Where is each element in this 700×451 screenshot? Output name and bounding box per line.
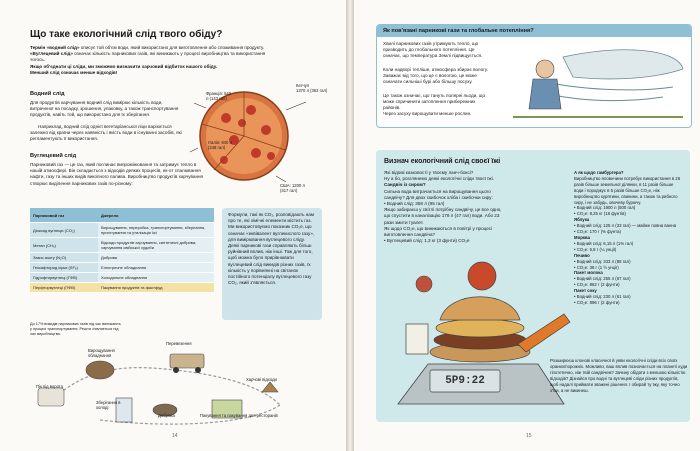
table-row: Перфторвуглеці (ПФВ) Пакування продуктів та фастфуд [30, 283, 214, 293]
intro-text: Термін «водний слід» описує той об'єм води, який використано для виготовлення або споживання продукту. «Вуглецевий слід» означає кількість парникових газів, які виникають у процесі виробництва та використання чогось. Якщо об'єднати ці сліди, ми зможемо визначити харчовий відбиток нашого обіду. Менший слід означає менше відходів! [30, 45, 266, 75]
carbon-paragraph: Парниковий газ — це газ, який поглинає випромінювання та затримує тепло в нашій атмосфері. Він складається з відходів деяких процесів, як-от спалювання нафти, газу та інших видів викопного палива. Виробництво продуктів харчування створює виділення парникових газів по-різному: [30, 162, 204, 186]
left-page [0, 0, 346, 451]
pizza-label-italy: Італія: 940 л (248 гал) [208, 140, 232, 150]
table-row: Закис азоту (N₂O) Добрива [30, 253, 214, 263]
box1-title: Як пов'язані парникові гази та глобальне потепління? [383, 28, 534, 34]
cycle-label-farm: Пік під ворота [36, 384, 64, 389]
food-scale-illustration [388, 254, 572, 418]
cycle-label-cold-storage: Зберігання в холоді [96, 400, 121, 410]
cycle-label-fertilizer: Доброва [158, 413, 175, 418]
formula-box: Формули, такі як CO₂, розповідають нам про те, які хімічні елементи містить газ. Ми використовуємо показник CO₂e, що означає «еквівалент вуглекислого газу», для вимірювання вуглецевого сліду. Деякі парникові гази справляють більш руйнівний вплив, ніж інші. Тож для того, щоб можна було прирівнювати вуглецевий слід викидів різних газів, їх кількість у порівнянні на світанок постійного потенціалу вуглецевого газу CO₂, який з'являється. [222, 208, 322, 320]
table-row: Діоксид вуглецю (CO₂) Вирощування, переробка, транспортування, зберігання, приготування та утилізація їжі [30, 223, 214, 238]
table-row: Метан (CH₄) Відходи продуктів харчування, синтетичні добрива, харчування свійської худоби [30, 238, 214, 253]
global-warming-box [376, 24, 692, 128]
food-cycle-illustration [30, 340, 320, 432]
box1-bullet-2: Це також означає, що тануть полярні льоди, що може спричинити затоплення прибережних районів. [383, 93, 486, 111]
box1-bullet-3: Через засуху вирощувати менше рослин. [383, 111, 472, 116]
box1-intro: Хвилі парникових газів утримують тепло, що призводить до глобального потепління. Це означає, що температура Землі підвищується. [383, 41, 483, 59]
right-page [354, 0, 700, 451]
box1-bullet-1: Коли надворі тепліше, атмосфера збирає вологу. Заважає від того, що це є вологою, це може означати сильніші бурі або більшу посуху. [383, 67, 488, 85]
table-header-source: Джерело [98, 208, 214, 223]
cycle-label-growing: Вирощування обладнання [88, 348, 115, 358]
carbon-heading: Вуглецевий слід [30, 153, 77, 159]
box2-column-1: Які відомі казковості у твоєму ланч-боксі? Ну а бо, розглянемо деякі екологічні сліди твоєї їжі. Сандвіч із сиром? Сильна вода витрачається на вирощування цього сандвічу? Для двох скибочок хліба і скибочки сиру: • Водний слід: 358 л (95 гал) Якщо забираєш у світлі потрібну сандвічу, це все одно, що спустити в каналізацію 179 л (47 гал) води. Або 23 рази змити туалет. Як щодо CO₂e, що виникаються в повітрі у процесі виготовлення сандвіча? • Вуглецевий слід: 1,3 кг (3 фунти) CO₂e [384, 170, 502, 244]
table-header-gas: Парниковий газ [30, 208, 98, 223]
water-paragraph-2: Наприклад, водний слід однієї вегетаріанської піци варіюється залежно від країни через наявність і якість води в існуванні засобів, які регламентують її використання. [30, 124, 182, 142]
pizza-label-france: Франція: 540 л (143 гал) [206, 91, 232, 101]
table-row: Гексафторид сірки (SF₆) Електричне обладнання [30, 263, 214, 273]
cycle-label-transport: Перевезення [166, 341, 192, 346]
bottom-text: Розширюєш клонові класичної й уяви екологічні сліди всіх своїх ораних/порожніх. Можливо, ваш вплив позначається на планеті куди гіпотетично, ніж твій сандвічем? Зачину обідати з меншою кількістю відходів? Дізнайся про водні та вуглецеві сліди різних продуктів, щоб надалі приймати зважені рішення. І обирай ту їжу, яку точно з'їси, а не викинеш. [550, 358, 688, 393]
greenhouse-gas-table [30, 208, 214, 293]
page-number-left: 14 [172, 433, 178, 439]
transport-footnote: До 17% викидів парникових газів під час виникають у процесі транспортування. Решта з'являється під час виробництва. [30, 322, 121, 336]
table-row: Гідрофторвуглеці (ГФВ) Холодильне обладнання [30, 273, 214, 283]
book-spine [346, 0, 354, 451]
pizza-label-ketchup: Кетчуп 1370 л (362 гал) [296, 83, 328, 93]
scale-display: 5P9:22 [445, 375, 485, 387]
box2-title: Визнач екологічний слід своєї їжі [384, 158, 501, 165]
water-heading: Водний слід [30, 91, 65, 97]
cycle-label-packaging: Пакування та пакування для ресторанів [200, 413, 278, 418]
page-title: Що таке екологічний слід твого обіду? [30, 29, 223, 40]
farmer-tornado-illustration [503, 39, 689, 125]
cycle-label-food-waste: Харчові відходи [246, 377, 277, 382]
page-number-right: 15 [526, 433, 532, 439]
water-paragraph-1: Для продуктів харчування водний слід вимірює кількість води, витраченої на посадку, зрошення, упаковку, а також транспортування продуктів, навіть той, що використано для їх зберігання. [30, 100, 179, 118]
pizza-label-usa: США: 1200 л (317 гал) [280, 183, 305, 193]
box2-column-2: А як щодо гамбургера? Виробництво яловичини потребує використання в 26 разів більше земельної ділянки, в 11 разів більше води і породжує в 5 разів більше CO₂e, ніж виробництво курятини, свинини, а також та рибного сиру, і не забудь, овочеву бурючу. • Водний слід: 1900 л (500 гал) • CO₂e: 8,25 кг (18 фунтів) Яблука • Водний слід: 125 л (33 гал) — майже повна ванна • CO₂e: 170 г (% фунта) Морква • Водний слід: 6,15 л (1% гал) • CO₂e: 6,8 г (¼ унції) Печиво • Водний слід: 333 л (88 гал) • CO₂e: 38 г (1 ½ унції) Пакет молока • Водний слід: 255 л (67 гал) • CO₂e: 862 г (2 фунти) Пакет соку • Водний слід: 230 л (61 гал) • CO₂e: 896 г (2 фунти) [574, 170, 681, 305]
